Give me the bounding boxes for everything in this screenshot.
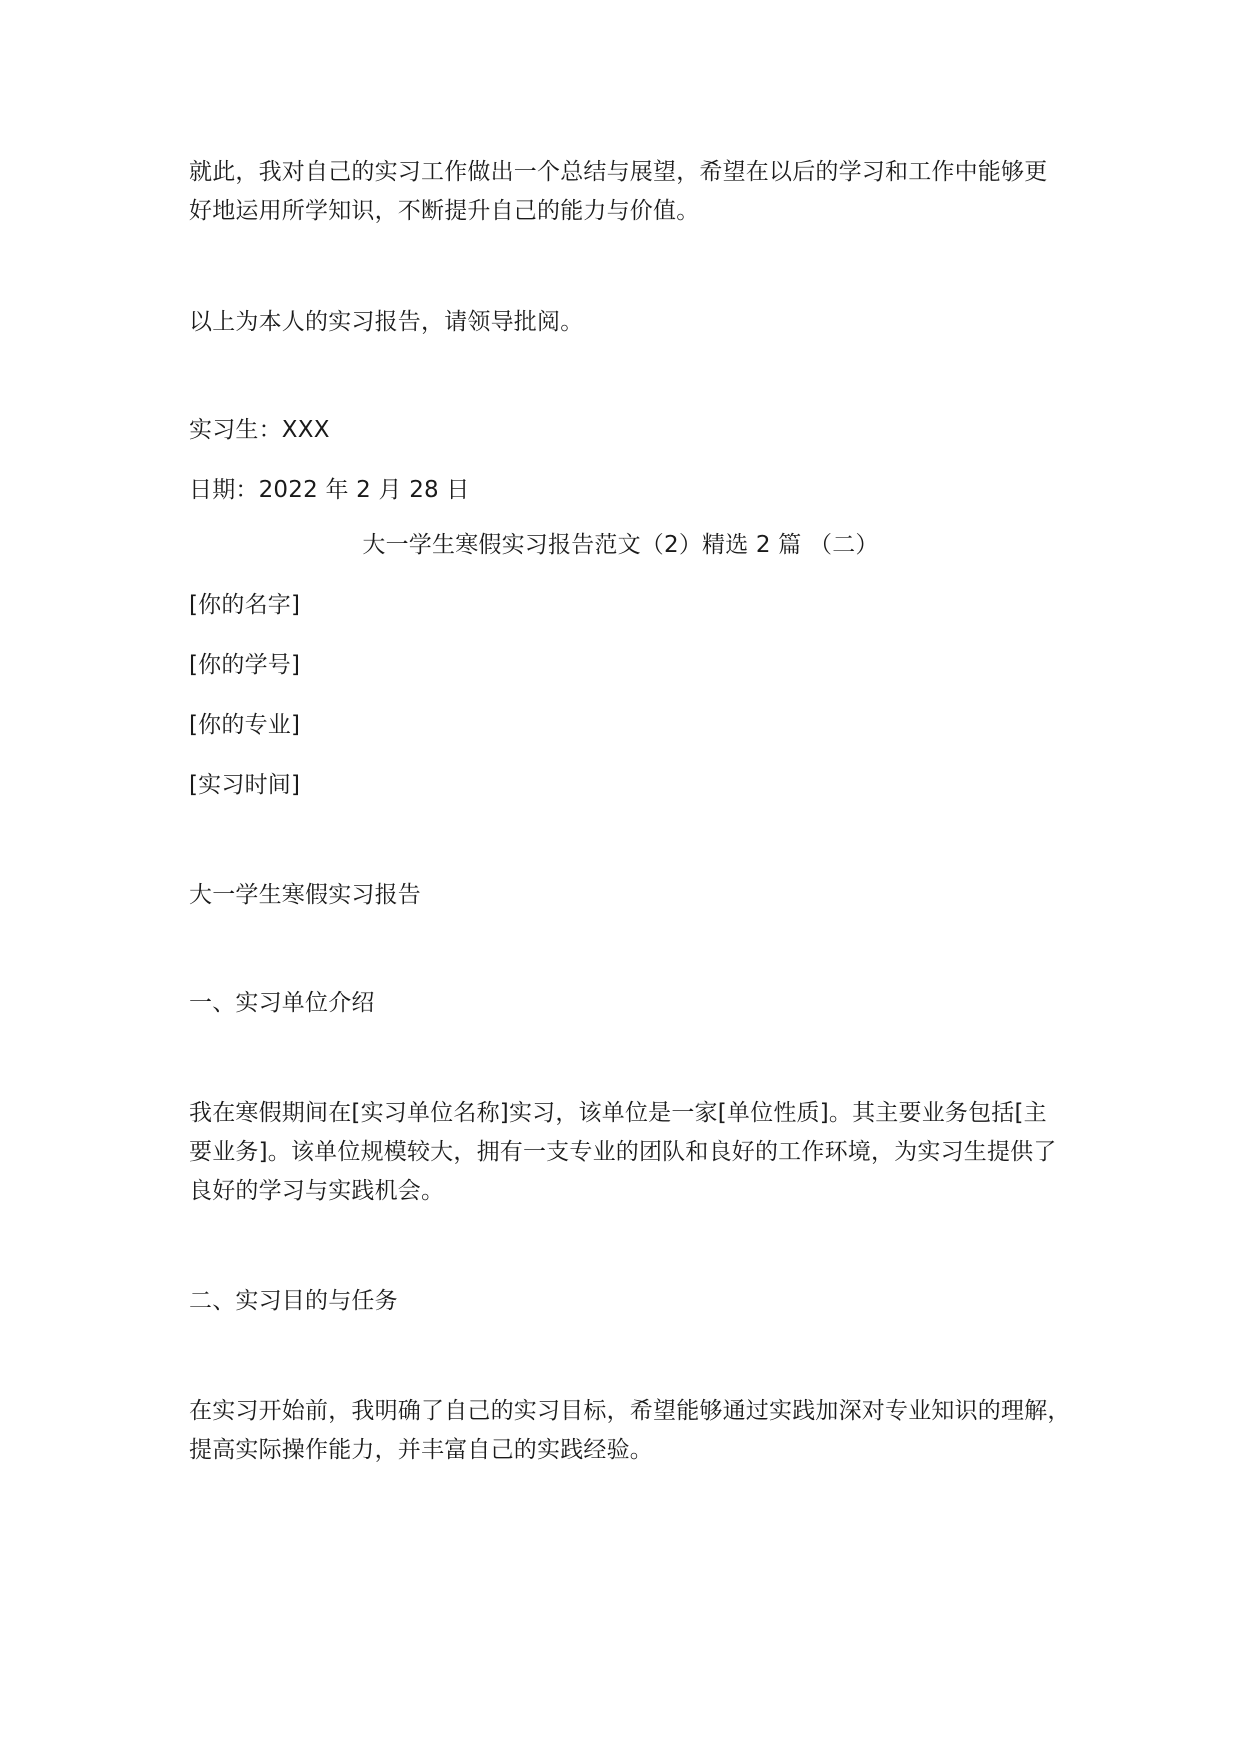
placeholder-student-id: [你的学号] — [189, 652, 301, 678]
approval-text: 以上为本人的实习报告，请领导批阅。 — [189, 309, 584, 335]
placeholder-name: [你的名字] — [189, 592, 301, 618]
heading-purpose: 二、实习目的与任务 — [189, 1288, 398, 1314]
placeholder-major: [你的专业] — [189, 712, 301, 738]
report-date: 日期：2022 年 2 月 28 日 — [189, 477, 470, 503]
unit-intro-line-2: 要业务]。该单位规模较大，拥有一支专业的团队和良好的工作环境，为实习生提供了 — [189, 1139, 1057, 1165]
unit-intro-line-3: 良好的学习与实践机会。 — [189, 1178, 445, 1204]
closing-line-2: 好地运用所学知识，不断提升自己的能力与价值。 — [189, 198, 700, 224]
section-title: 大一学生寒假实习报告范文（2）精选 2 篇 （二） — [362, 532, 879, 558]
placeholder-period: [实习时间] — [189, 772, 301, 798]
purpose-line-2: 提高实际操作能力，并丰富自己的实践经验。 — [189, 1437, 653, 1463]
heading-unit-intro: 一、实习单位介绍 — [189, 990, 375, 1016]
unit-intro-line-1: 我在寒假期间在[实习单位名称]实习，该单位是一家[单位性质]。其主要业务包括[主 — [189, 1100, 1047, 1126]
report-title: 大一学生寒假实习报告 — [189, 882, 421, 908]
purpose-line-1: 在实习开始前，我明确了自己的实习目标，希望能够通过实践加深对专业知识的理解， — [189, 1398, 1071, 1424]
intern-signature: 实习生：XXX — [189, 417, 330, 443]
closing-line-1: 就此，我对自己的实习工作做出一个总结与展望，希望在以后的学习和工作中能够更 — [189, 159, 1048, 185]
